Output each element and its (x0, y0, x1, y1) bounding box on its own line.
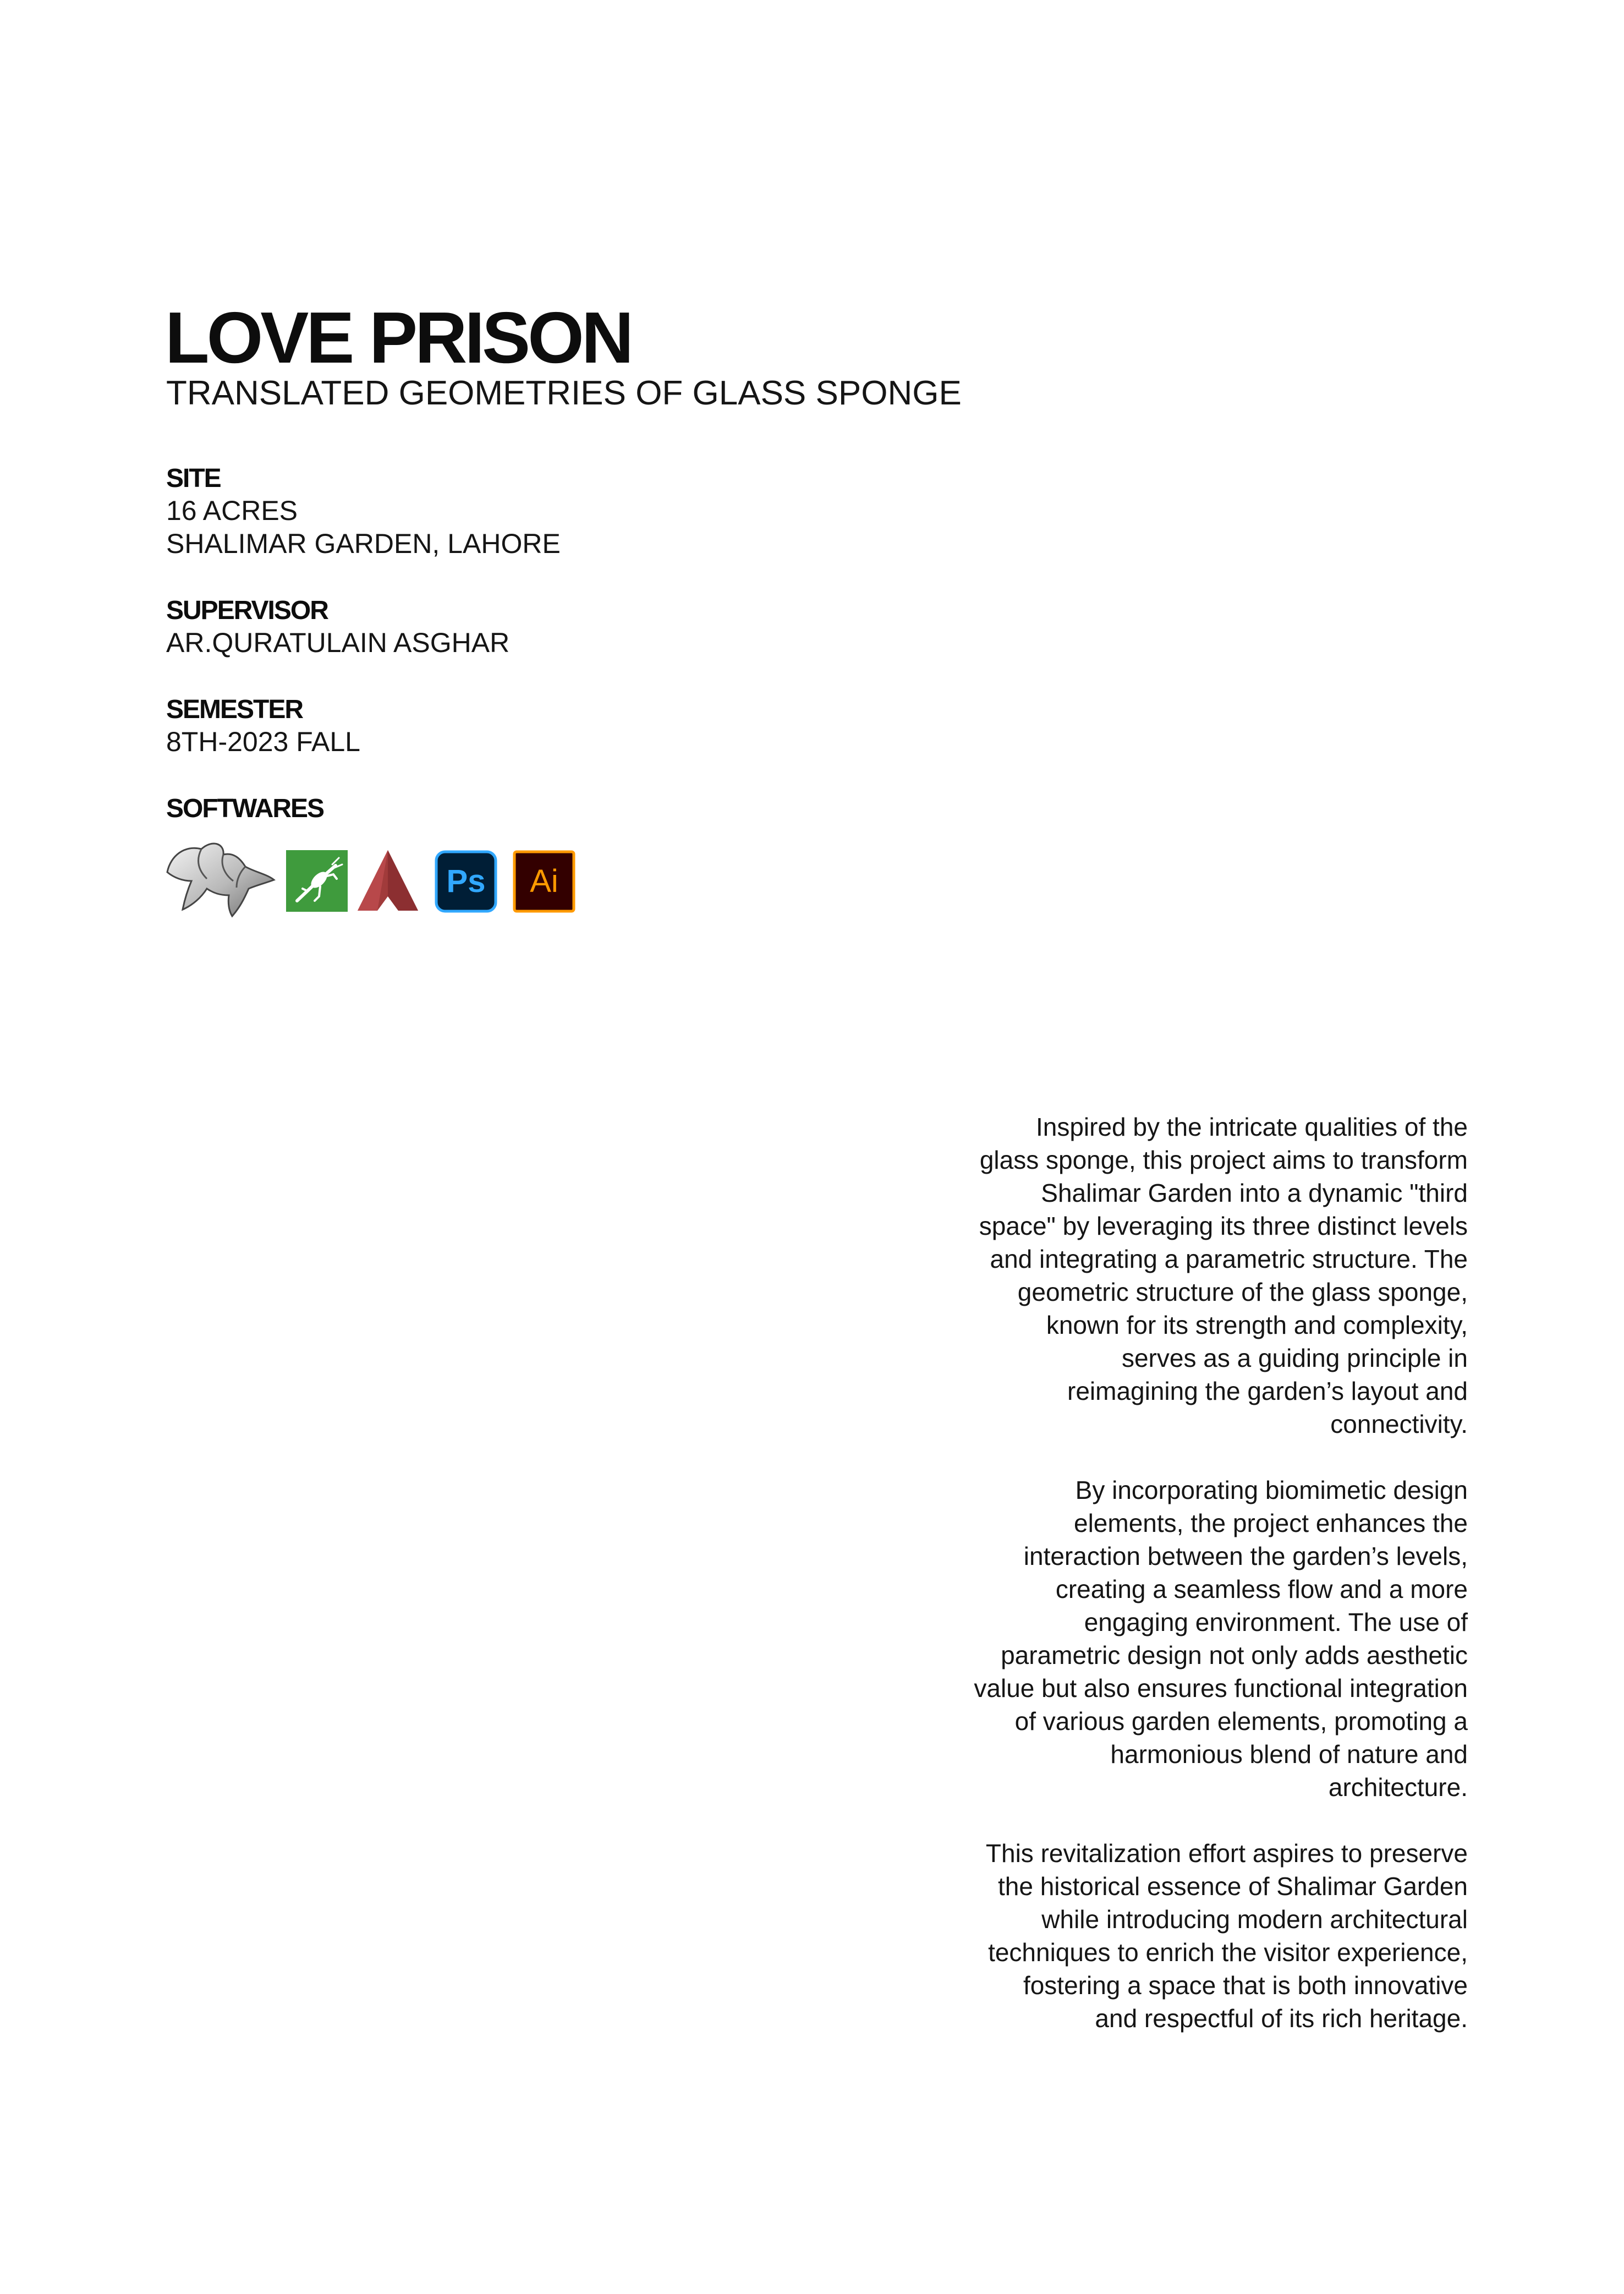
description-line: Inspired by the intricate qualities of the (1035, 1113, 1468, 1141)
grasshopper-icon (286, 850, 348, 912)
description-line: space" by leveraging its three distinct levels (979, 1212, 1468, 1240)
project-subtitle: TRANSLATED GEOMETRIES OF GLASS SPONGE (166, 374, 962, 412)
project-title: LOVE PRISON (165, 297, 632, 378)
rhino-icon (163, 834, 278, 922)
description-line: glass sponge, this project aims to transform (979, 1146, 1468, 1174)
description-line: parametric design not only adds aesthetic (1001, 1641, 1468, 1669)
description-line: while introducing modern architectural (1041, 1905, 1468, 1934)
revit-icon (355, 848, 420, 913)
description-line: This revitalization effort aspires to preserve (985, 1839, 1468, 1868)
description-line: known for its strength and complexity, (1046, 1311, 1468, 1339)
semester-value: 8TH-2023 FALL (166, 726, 360, 757)
description-line: engaging environment. The use of (1084, 1608, 1468, 1636)
site-location: SHALIMAR GARDEN, LAHORE (166, 528, 561, 559)
semester-label: SEMESTER (166, 695, 303, 724)
softwares-label: SOFTWARES (166, 794, 324, 823)
illustrator-icon-label: Ai (530, 863, 558, 899)
description-line: and integrating a parametric structure. The (990, 1245, 1468, 1273)
description-line: reimagining the garden’s layout and (1067, 1377, 1468, 1405)
description-line: the historical essence of Shalimar Garden (998, 1872, 1468, 1901)
description-line: and respectful of its rich heritage. (1095, 2004, 1468, 2033)
photoshop-icon-label: Ps (446, 863, 486, 899)
description-line: architecture. (1328, 1773, 1468, 1802)
site-area: 16 ACRES (166, 495, 298, 526)
description-line: elements, the project enhances the (1073, 1509, 1468, 1537)
description-paragraph-2 (912, 1474, 1468, 1804)
description-line: value but also ensures functional integration (974, 1674, 1468, 1702)
description-line: geometric structure of the glass sponge, (1017, 1278, 1468, 1306)
description-line: Shalimar Garden into a dynamic "third (1041, 1179, 1468, 1207)
description-line: of various garden elements, promoting a (1014, 1707, 1468, 1735)
supervisor-label: SUPERVISOR (166, 596, 328, 625)
description-line: fostering a space that is both innovative (1023, 1971, 1468, 2000)
description-line: techniques to enrich the visitor experience, (988, 1938, 1468, 1967)
description-paragraph-3 (912, 1837, 1468, 2035)
software-icons (163, 834, 592, 922)
description-line: serves as a guiding principle in (1121, 1344, 1468, 1372)
description-line: connectivity. (1330, 1410, 1468, 1438)
illustrator-icon (513, 850, 575, 913)
supervisor-name: AR.QURATULAIN ASGHAR (166, 627, 510, 658)
photoshop-icon (435, 850, 497, 913)
description-line: harmonious blend of nature and (1110, 1740, 1468, 1769)
description-line: creating a seamless flow and a more (1055, 1575, 1468, 1603)
description-line: interaction between the garden’s levels, (1023, 1542, 1468, 1570)
description-paragraph-1 (912, 1110, 1468, 1441)
description-line: By incorporating biomimetic design (1075, 1476, 1468, 1504)
site-label: SITE (166, 464, 221, 493)
